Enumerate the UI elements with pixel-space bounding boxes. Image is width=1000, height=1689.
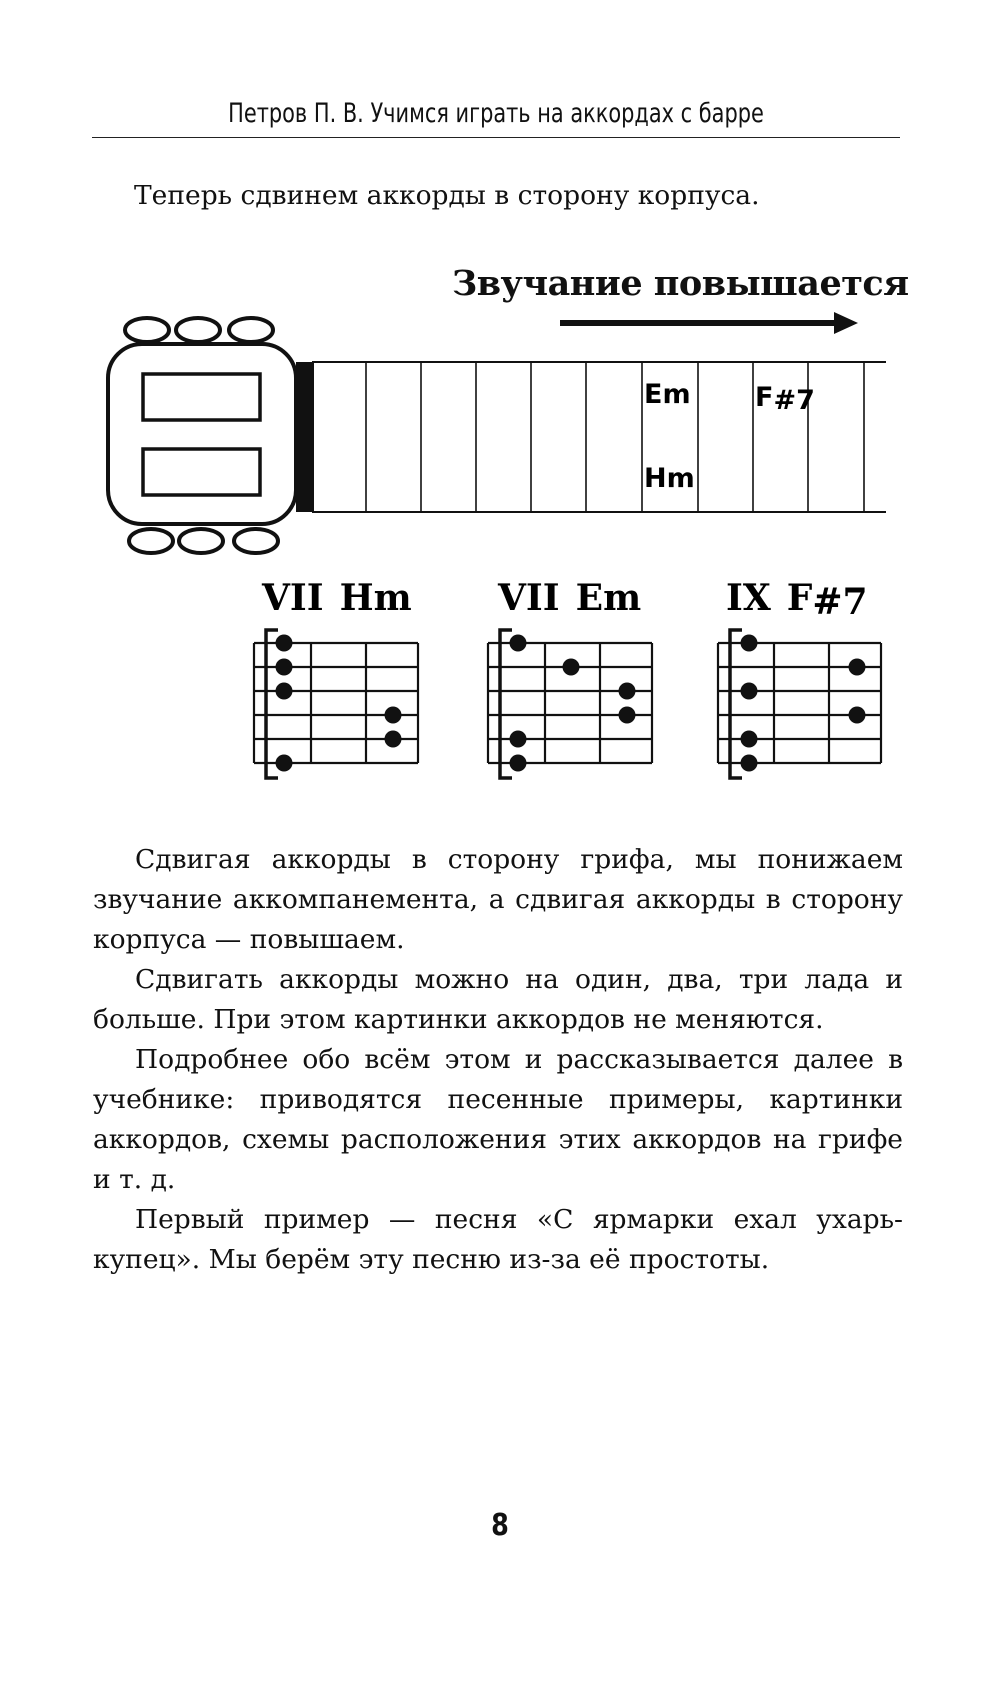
- finger-dots: [276, 635, 402, 772]
- chord-title-f7: IX F#7: [726, 577, 868, 623]
- tuning-peg-icon: [176, 318, 220, 342]
- neck-label-f: F#7: [755, 382, 815, 416]
- body-text: [93, 840, 903, 1280]
- paragraph: Подробнее обо всём этом и рассказывается далее в учебнике: приводятся песенные примеры, картинки аккордов, схемы расположения этих аккордов на грифе и т. д.: [93, 1044, 903, 1195]
- neck-label-hm: Hm: [644, 463, 695, 494]
- paragraph: Сдвигая аккорды в сторону грифа, мы понижаем звучание аккомпанемента, а сдвигая аккорды в сторону корпуса — повышаем.: [93, 844, 903, 955]
- chord-diagram-em: [488, 630, 652, 778]
- paragraph: Сдвигать аккорды можно на один, два, три лада и больше. При этом картинки аккордов не меняются.: [93, 964, 903, 1035]
- running-title: Петров П. В. Учимся играть на аккордах с барре: [228, 98, 764, 129]
- guitar-figure: [0, 0, 1000, 800]
- nut: [296, 362, 314, 512]
- tuning-peg-icon: [229, 318, 273, 342]
- headstock: [108, 318, 296, 553]
- chord-diagram-hm: [254, 630, 418, 778]
- chord-diagram-f7: [718, 630, 881, 778]
- chord-title-hm: VII Hm: [262, 577, 412, 619]
- tuning-peg-icon: [234, 529, 278, 553]
- intro-paragraph: Теперь сдвинем аккорды в сторону корпуса.: [134, 180, 760, 211]
- paragraph: Первый пример — песня «С ярмарки ехал ухарь-купец». Мы берём эту песню из-за её простоты.: [93, 1204, 903, 1275]
- tuning-peg-icon: [129, 529, 173, 553]
- direction-arrow-icon: [560, 312, 858, 334]
- page-number: 8: [491, 1508, 509, 1543]
- tuning-peg-icon: [125, 318, 169, 342]
- chord-title-em: VII Em: [498, 577, 642, 619]
- finger-dots: [510, 635, 636, 772]
- direction-label: Звучание повышается: [452, 263, 909, 304]
- tuning-peg-icon: [179, 529, 223, 553]
- neck-label-em: Em: [644, 379, 691, 410]
- fretboard: [296, 362, 886, 512]
- finger-dots: [741, 635, 866, 772]
